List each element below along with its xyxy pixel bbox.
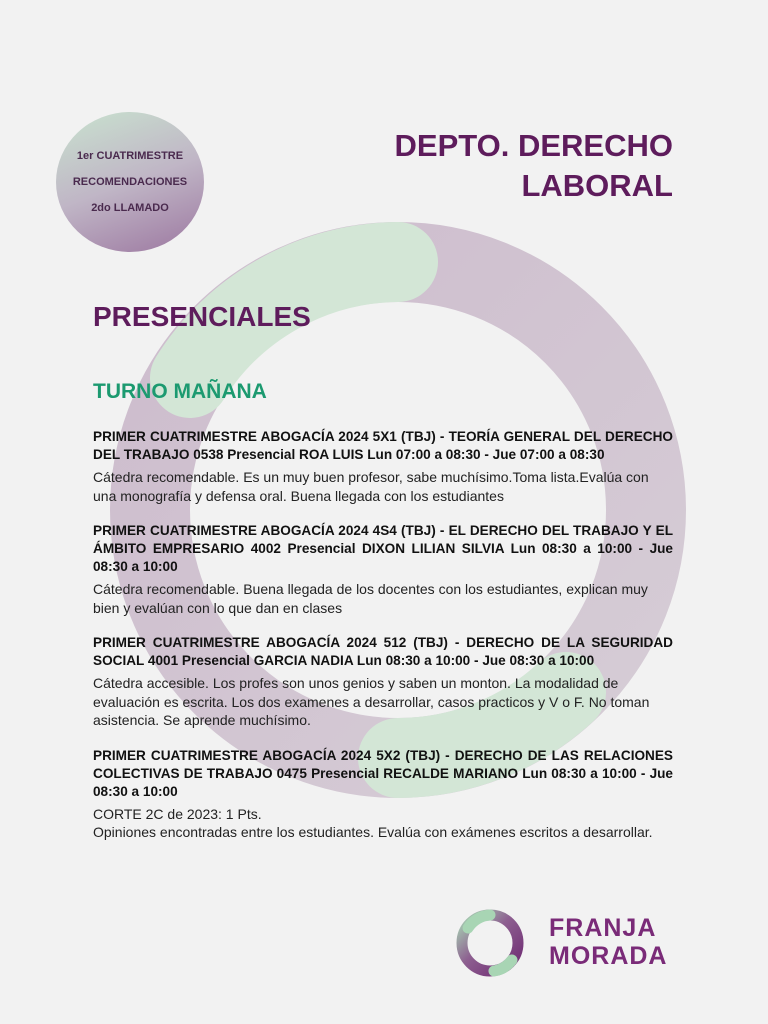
logo-ring-icon — [454, 908, 526, 978]
badge-line-2: RECOMENDACIONES — [72, 176, 188, 188]
course-description: CORTE 2C de 2023: 1 Pts. Opiniones encontradas entre los estudiantes. Evalúa con exámenes escritos a desarrollar. — [93, 805, 653, 840]
course-description: Cátedra recomendable. Es un muy buen profesor, sabe muchísimo.Toma lista.Evalúa con una monografía y defensa oral. Buena llegada con los estudiantes — [93, 469, 649, 504]
course-heading: PRIMER CUATRIMESTRE ABOGACÍA 2024 5X1 (TBJ) - TEORÍA GENERAL DEL DERECHO DEL TRABAJO 0538 Presencial ROA LUIS Lun 07:00 a 08:30 - Jue 07:00 a 08:30 — [93, 429, 673, 462]
department-title-line-1: DEPTO. DERECHO — [394, 128, 673, 163]
semester-badge — [56, 112, 204, 252]
course-item — [93, 428, 673, 505]
badge-line-1: 1er CUATRIMESTRE — [76, 150, 184, 162]
course-description: Cátedra accesible. Los profes son unos genios y saben un monton. La modalidad de evaluación es escrita. Los dos examenes a desarrollar, casos practicos y V o F. No toman asistencia. Se aprende muchísimo. — [93, 675, 650, 728]
logo-text-line-2: MORADA — [549, 942, 668, 970]
course-heading: PRIMER CUATRIMESTRE ABOGACÍA 2024 5X2 (TBJ) - DERECHO DE LAS RELACIONES COLECTIVAS DE TRABAJO 0475 Presencial RECALDE MARIANO Lun 08:30 a 10:00 - Jue 08:30 a 10:00 — [93, 747, 673, 799]
course-item — [93, 522, 673, 617]
course-item — [93, 747, 673, 842]
course-description: Cátedra recomendable. Buena llegada de los docentes con los estudiantes, explican muy bien y evalúan con lo que dan en clases — [93, 581, 648, 616]
badge-line-3: 2do LLAMADO — [91, 202, 169, 214]
section-title: PRESENCIALES — [93, 301, 311, 332]
course-heading: PRIMER CUATRIMESTRE ABOGACÍA 2024 512 (TBJ) - DERECHO DE LA SEGURIDAD SOCIAL 4001 Presencial GARCIA NADIA Lun 08:30 a 10:00 - Jue 08:30 a 10:00 — [93, 635, 673, 668]
logo-text-line-1: FRANJA — [549, 914, 657, 942]
course-heading: PRIMER CUATRIMESTRE ABOGACÍA 2024 4S4 (TBJ) - EL DERECHO DEL TRABAJO Y EL ÁMBITO EMPRESARIO 4002 Presencial DIXON LILIAN SILVIA Lun 08:30 a 10:00 - Jue 08:30 a 10:00 — [93, 523, 673, 574]
course-list — [93, 428, 673, 859]
department-title — [293, 126, 673, 206]
shift-heading: TURNO MAÑANA — [93, 380, 267, 403]
course-item — [93, 634, 673, 730]
franja-morada-logo — [454, 908, 674, 978]
department-title-line-2: LABORAL — [521, 168, 673, 203]
logo-text — [549, 914, 668, 970]
